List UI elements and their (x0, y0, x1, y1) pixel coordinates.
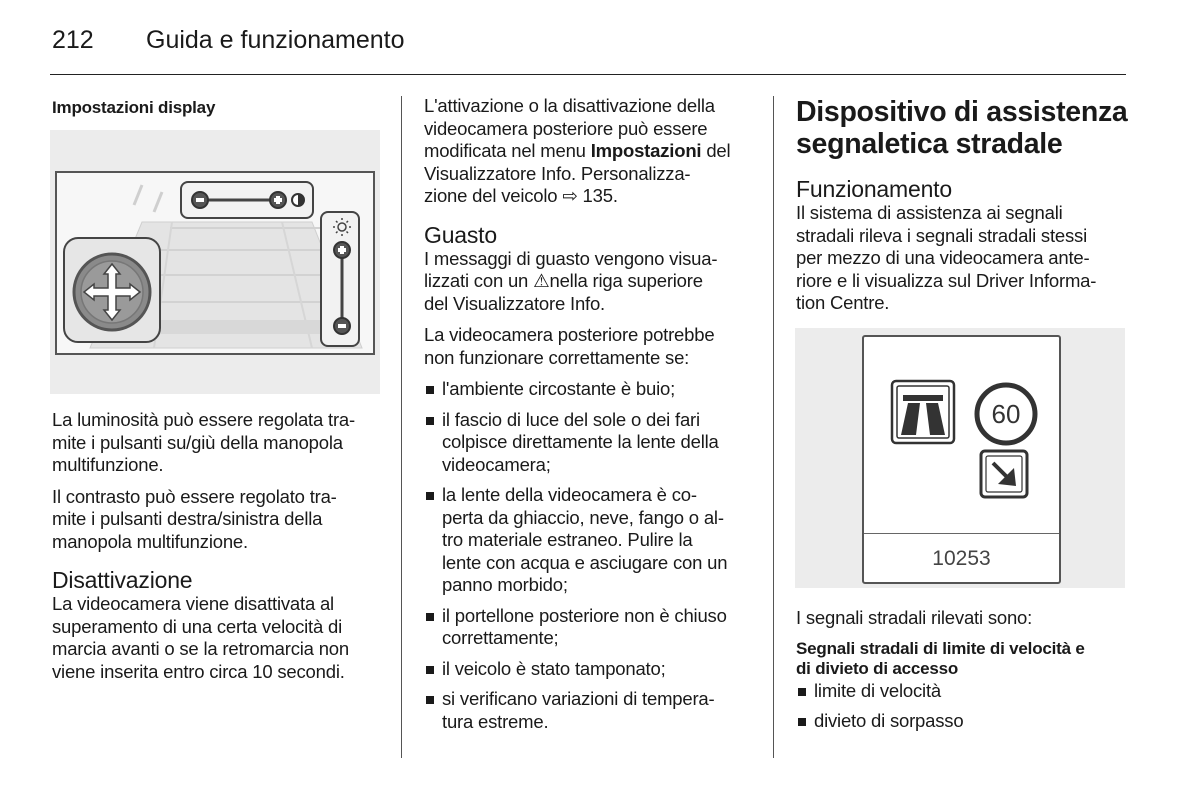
display-divider (864, 533, 1059, 534)
page-header-title: Guida e funzionamento (146, 26, 405, 54)
contrast-paragraph (52, 486, 387, 554)
text-line: La videocamera viene disattivata al (52, 593, 334, 614)
list-item: limite di velocità (796, 680, 1131, 703)
subheading-signs: Segnali stradali di limite di velocità e di divieto di accesso (796, 638, 1085, 678)
text-line: stradali rileva i segnali stradali stessi (796, 224, 1088, 246)
list-item: la lente della videocamera è co- perta da ghiaccio, neve, fango o al- tro materiale estraneo. Pulire la lente con acqua e asciugare con un panno morbido; (424, 484, 764, 597)
text-line: non funzionare correttamente se: (424, 346, 690, 368)
activation-paragraph (424, 95, 764, 208)
column-3-lower (796, 607, 1131, 741)
column-2 (424, 95, 764, 741)
text-line: riore e li visualizza sul Driver Informa- (796, 269, 1097, 291)
text-line: marcia avanti o se la retromarcia non (52, 638, 349, 659)
text-line: multifunzione. (52, 454, 164, 475)
detected-signs-list (796, 680, 1131, 733)
motorway-sign-icon (892, 381, 954, 443)
text-line: manopola multifunzione. (52, 530, 248, 552)
dic-display (862, 335, 1061, 584)
section-title-guasto: Guasto (424, 221, 497, 248)
text-line: La luminosità può essere regolata tra- (52, 409, 355, 430)
traffic-sign-figure (795, 328, 1125, 588)
arrow-sign-icon (981, 451, 1027, 497)
detected-signs-intro: I segnali stradali rilevati sono: (796, 607, 1033, 628)
text-line: L'attivazione o la disattivazione della (424, 95, 715, 116)
section-title-funzionamento: Funzionamento (796, 176, 952, 202)
sign-icons (864, 337, 1059, 537)
list-item: si verificano variazioni di tempera- tura estreme. (424, 688, 764, 733)
display-settings-figure (50, 130, 380, 394)
text-line: del Visualizzatore Info. (424, 292, 605, 314)
warning-icon: ⚠ (533, 270, 550, 291)
fault-paragraph (424, 248, 764, 316)
text-line: per mezzo di una videocamera ante- (796, 247, 1090, 268)
column-1 (52, 97, 387, 118)
text-line: del (701, 140, 731, 161)
text-line: Visualizzatore Info. Personalizza- (424, 162, 691, 184)
text-line: I messaggi di guasto vengono visua- (424, 247, 718, 269)
text-line: Il contrasto può essere regolato tra- (52, 485, 337, 507)
text-line: La videocamera posteriore potrebbe (424, 324, 715, 345)
text-line: modificata nel menu (424, 140, 591, 161)
column-1-text (52, 409, 387, 692)
column-divider (401, 96, 402, 758)
odometer-value: 10253 (932, 547, 991, 570)
page-number: 212 (52, 26, 94, 54)
section-heading: Impostazioni display (52, 98, 216, 117)
list-item: divieto di sorpasso (796, 710, 1131, 733)
deactivation-paragraph (52, 593, 387, 683)
chapter-title: Dispositivo di assistenza segnaletica stradale (796, 96, 1128, 160)
camera-display-illustration (50, 130, 380, 394)
text-line: Il sistema di assistenza ai segnali (796, 202, 1063, 223)
speed-limit-value: 60 (991, 399, 1021, 429)
text-line: mite i pulsanti destra/sinistra della (52, 508, 323, 529)
header-rule (50, 74, 1126, 75)
text-line: mite i pulsanti su/giù della manopola (52, 431, 343, 453)
brightness-paragraph (52, 409, 387, 477)
failure-causes-list (424, 378, 764, 733)
list-item: il portellone posteriore non è chiuso correttamente; (424, 605, 764, 650)
text-line: videocamera posteriore può essere (424, 117, 708, 139)
text-line: viene inserita entro circa 10 secondi. (52, 660, 345, 682)
list-item: l'ambiente circostante è buio; (424, 378, 764, 401)
text-line: lizzati con un (424, 270, 534, 291)
text-line: superamento di una certa velocità di (52, 615, 343, 637)
text-line: tion Centre. (796, 292, 890, 313)
list-item: il veicolo è stato tamponato; (424, 658, 764, 681)
camera-failure-intro (424, 324, 764, 369)
text-line: nella riga superiore (549, 270, 703, 291)
column-3 (796, 96, 1131, 324)
section-title-disattivazione: Disattivazione (52, 567, 193, 593)
page-reference: zione del veicolo ⇨ 135. (424, 185, 618, 206)
column-divider (773, 96, 774, 758)
function-paragraph (796, 202, 1131, 315)
list-item: il fascio di luce del sole o dei fari colpisce direttamente la lente della videocamera; (424, 409, 764, 477)
settings-menu-label: Impostazioni (590, 140, 702, 161)
